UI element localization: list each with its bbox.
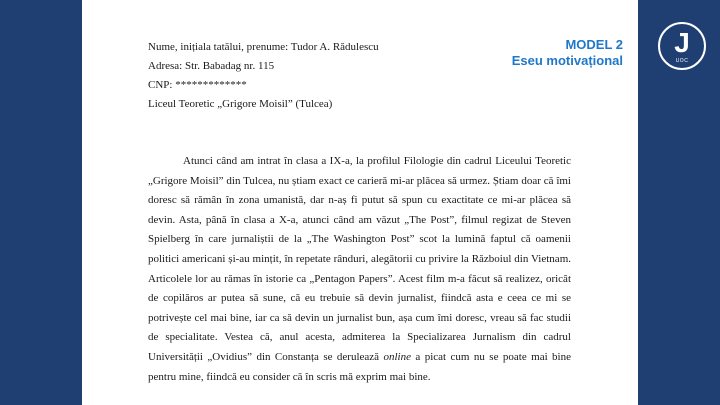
model-heading: [460, 37, 623, 69]
essay-paragraph: [148, 152, 571, 387]
essay-text-part1: Atunci când am intrat în clasa a IX-a, la profilul Filologie din cadrul Liceului Teoretic „Grigore Moisil” din Tulcea, nu știam exact ce carieră mi-ar plăcea să urmez. Știam doar că îmi doresc să rămân în zona umanistă, dar n-aș fi putut să spun cu exactitate ce mi-ar plăcea să devin. Asta, până în clasa a X-a, atunci când am văzut „The Post”, filmul regizat de Steven Spielberg în care jurnaliștii de la „The Washington Post” scot la lumină faptul că oamenii politici americani și-au mințit, în repetate rânduri, alegătorii cu privire la Războiul din Vietnam. Articolele lor au rămas în istorie ca „Pentagon Papers”. Acest film m-a făcut să realizez, oricât de copilăros ar putea să sune, că eu trebuie să devin jurnalist, fiindcă asta e ceea ce mi se potrivește cel mai bine, iar ca să devin un jurnalist bun, așa cum îmi doresc, vreau să fac studii de specialitate. Vestea că, anul acesta, admiterea la Specializarea Jurnalism din cadrul Universității „Ovidius” din Constanța se derulează: [148, 155, 571, 363]
essay-emphasis: online: [383, 350, 411, 363]
student-cnp-line: CNP: *************: [148, 79, 247, 91]
logo-subtext: UOC: [675, 58, 689, 64]
model-subtitle: Eseu motivațional: [511, 53, 623, 68]
logo-letter: J: [674, 27, 690, 58]
essay-text-part2: a picat cum nu se poate mai bine pentru mine, fiindcă eu consider că în scris mă exprim mai bine.: [148, 350, 571, 383]
student-name-line: Nume, inițiala tatălui, prenume: Tudor A. Rădulescu: [148, 41, 379, 53]
school-line: Liceul Teoretic „Grigore Moisil” (Tulcea): [148, 98, 333, 110]
left-side-panel: [0, 0, 82, 405]
brand-logo: [658, 22, 706, 70]
student-address-line: Adresa: Str. Babadag nr. 115: [148, 60, 275, 72]
model-title: MODEL 2: [565, 37, 623, 52]
